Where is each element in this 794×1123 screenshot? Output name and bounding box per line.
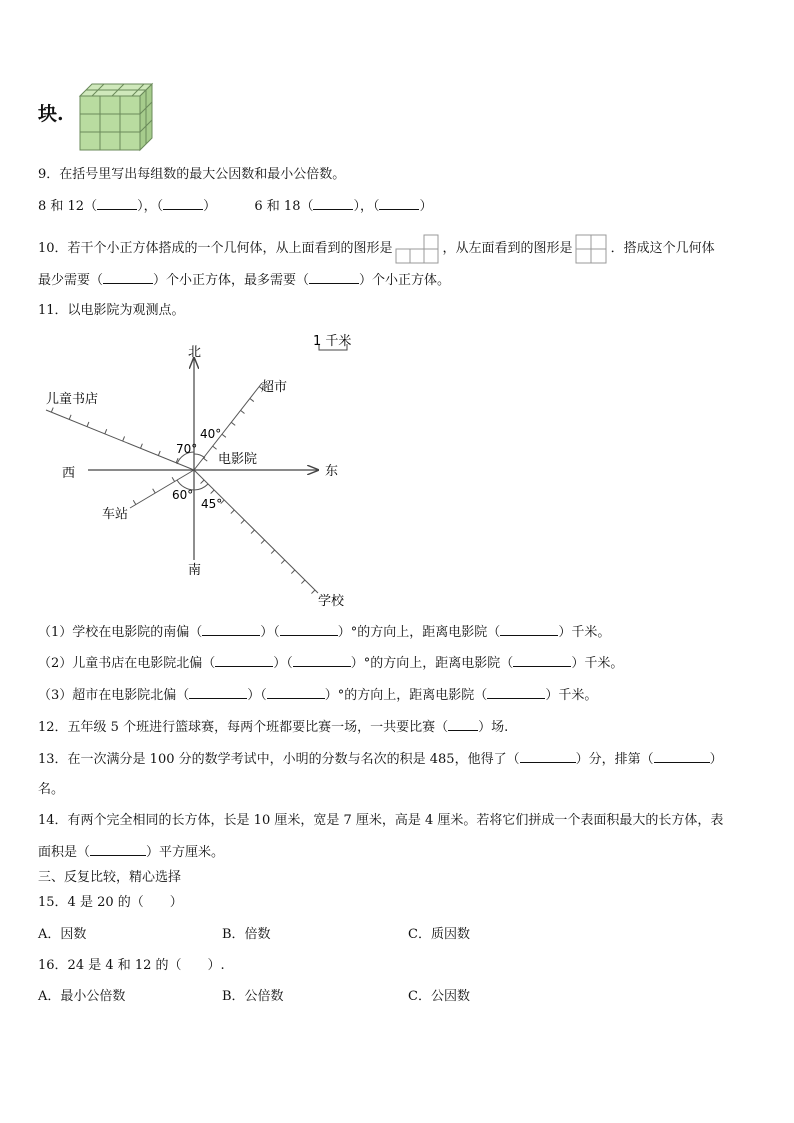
answer-blank[interactable] [313, 198, 353, 210]
left-view-figure [575, 234, 609, 264]
ray-school-tick [211, 490, 215, 494]
angle-nw-label: 70° [176, 442, 198, 456]
q11-s1-b: ）（ [260, 625, 280, 640]
answer-blank[interactable] [654, 751, 710, 763]
ray-school-tick [201, 480, 205, 484]
q9-title: 9．在括号里写出每组数的最大公因数和最小公倍数。 [38, 167, 346, 182]
q16-stem: 16．24 是 4 和 12 的（ ）. [38, 958, 225, 973]
q16-option-a[interactable]: A．最小公倍数 [38, 989, 126, 1004]
q11-sub2 [38, 655, 623, 672]
answer-blank[interactable] [189, 687, 247, 699]
angle-ne-label: 40° [200, 427, 222, 441]
q11-sub3 [38, 687, 597, 704]
ray-bookstore-tick [123, 436, 125, 441]
answer-blank[interactable] [500, 624, 558, 636]
direction-map [38, 325, 368, 615]
q10-text-d2: ）个小正方体，最多需要（ [153, 273, 310, 288]
q11-s3-c: ）°的方向上，距离电影院（ [324, 688, 488, 703]
bookstore-label: 儿童书店 [46, 392, 99, 407]
q10-text-d1: 最少需要（ [38, 273, 104, 288]
answer-blank[interactable] [520, 751, 576, 763]
q15-option-a[interactable]: A．因数 [38, 927, 87, 942]
q13-c: ） [709, 752, 723, 767]
q14-b: 面积是（ [38, 845, 91, 860]
ray-school-tick [311, 590, 315, 594]
answer-blank[interactable] [487, 687, 545, 699]
answer-blank[interactable] [97, 198, 137, 210]
q10-text-d3: ）个小正方体。 [359, 273, 451, 288]
ray-bookstore-tick [158, 451, 160, 456]
q11-title: 11．以电影院为观测点。 [38, 303, 185, 318]
scale-label: 1 千米 [313, 334, 352, 349]
ray-supermarket-tick [231, 422, 235, 425]
angle-sw-label: 60° [172, 488, 194, 502]
q9-part2: 6 和 18（ [254, 199, 314, 214]
ray-school-tick [241, 520, 245, 524]
q9-answers [38, 198, 433, 215]
ray-bookstore-tick [141, 444, 143, 449]
q13-a: 13．在一次满分是 100 分的数学考试中，小明的分数与名次的积是 485，他得了（ [38, 752, 520, 767]
q12-a: 12．五年级 5 个班进行篮球赛，每两个班都要比赛一场，一共要比赛（ [38, 720, 449, 735]
q13-line1 [38, 751, 723, 768]
q9-sep: ），（ [353, 199, 380, 214]
q10-text-b: ，从左面看到的图形是 [442, 241, 573, 256]
answer-blank[interactable] [103, 272, 153, 284]
school-label: 学校 [318, 594, 345, 609]
q11-s3-a: （3）超市在电影院北偏（ [38, 688, 190, 703]
ray-bookstore-tick [69, 415, 71, 420]
top-view-figure [395, 234, 441, 264]
q11-s1-a: （1）学校在电影院的南偏（ [38, 625, 203, 640]
q9-sep: ），（ [137, 199, 164, 214]
q14-line2 [38, 844, 224, 861]
cube-stack-figure [78, 82, 158, 152]
answer-blank[interactable] [309, 272, 359, 284]
q11-sub1 [38, 624, 610, 641]
ray-school [194, 470, 318, 593]
q10-text-a: 10．若干个小正方体搭成的一个几何体，从上面看到的图形是 [38, 241, 393, 256]
ray-school-tick [301, 580, 305, 584]
ray-school-tick [261, 540, 265, 544]
q10-line1 [38, 234, 715, 264]
q12-b: ）场. [478, 720, 509, 735]
ray-supermarket-tick [203, 458, 207, 461]
q16-option-b[interactable]: B．公倍数 [222, 989, 284, 1004]
angle-se-label: 45° [201, 497, 223, 511]
east-label: 东 [325, 464, 339, 479]
north-label: 北 [188, 345, 202, 360]
angle-arc-se [194, 484, 208, 490]
q14-c: ）平方厘米。 [146, 845, 225, 860]
q14-line1: 14．有两个完全相同的长方体，长是 10 厘米，宽是 7 厘米，高是 4 厘米。若将它们拼成一个表面积最大的长方体，表 [38, 813, 724, 828]
ray-bookstore [46, 410, 194, 470]
q11-s1-c: ）°的方向上，距离电影院（ [337, 625, 501, 640]
q11-s3-b: ）（ [247, 688, 267, 703]
answer-blank[interactable] [293, 655, 351, 667]
q15-stem: 15．4 是 20 的（ ） [38, 895, 183, 910]
q8-tail: 块. [38, 103, 64, 125]
q12 [38, 719, 508, 736]
q11-s1-d: ）千米。 [558, 625, 611, 640]
station-label: 车站 [102, 507, 129, 522]
q13-b: ）分，排第（ [575, 752, 654, 767]
q11-s2-a: （2）儿童书店在电影院北偏（ [38, 656, 216, 671]
ray-school-tick [251, 530, 255, 534]
answer-blank[interactable] [513, 655, 571, 667]
q10-line2 [38, 272, 450, 289]
ray-school-tick [281, 560, 285, 564]
ray-station-tick [133, 500, 136, 504]
q10-text-c: ．搭成这个几何体 [610, 241, 715, 256]
west-label: 西 [62, 466, 76, 481]
q11-s2-d: ）千米。 [571, 656, 624, 671]
ray-bookstore-tick [105, 429, 107, 434]
ray-school-tick [271, 550, 275, 554]
ray-bookstore-tick [51, 408, 53, 413]
ray-station-tick [153, 489, 156, 493]
q11-s2-b: ）（ [273, 656, 293, 671]
supermarket-label: 超市 [261, 380, 288, 395]
q11-s2-c: ）°的方向上，距离电影院（ [350, 656, 514, 671]
ray-supermarket-tick [222, 434, 226, 437]
answer-blank[interactable] [267, 687, 325, 699]
q16-option-c[interactable]: C．公因数 [408, 989, 470, 1004]
answer-blank[interactable] [448, 719, 478, 731]
south-label: 南 [188, 563, 202, 578]
q11-s3-d: ）千米。 [545, 688, 598, 703]
ray-station-tick [172, 477, 175, 481]
q13-line2: 名。 [38, 782, 65, 797]
ray-school-tick [231, 510, 235, 514]
answer-blank[interactable] [163, 198, 203, 210]
answer-blank[interactable] [202, 624, 260, 636]
q9-part1: 8 和 12（ [38, 199, 98, 214]
ray-supermarket-tick [213, 446, 217, 449]
q15-option-b[interactable]: B．倍数 [222, 927, 271, 942]
ray-school-tick [291, 570, 295, 574]
answer-blank[interactable] [280, 624, 338, 636]
answer-blank[interactable] [90, 844, 146, 856]
cinema-label: 电影院 [218, 452, 258, 467]
ray-bookstore-tick [87, 422, 89, 427]
q9-close: ） [203, 199, 217, 214]
q9-close: ） [419, 199, 433, 214]
section-3-heading: 三、反复比较，精心选择 [38, 870, 182, 885]
answer-blank[interactable] [215, 655, 273, 667]
ray-supermarket-tick [241, 410, 245, 413]
answer-blank[interactable] [379, 198, 419, 210]
ray-supermarket-tick [250, 398, 254, 401]
q15-option-c[interactable]: C．质因数 [408, 927, 470, 942]
